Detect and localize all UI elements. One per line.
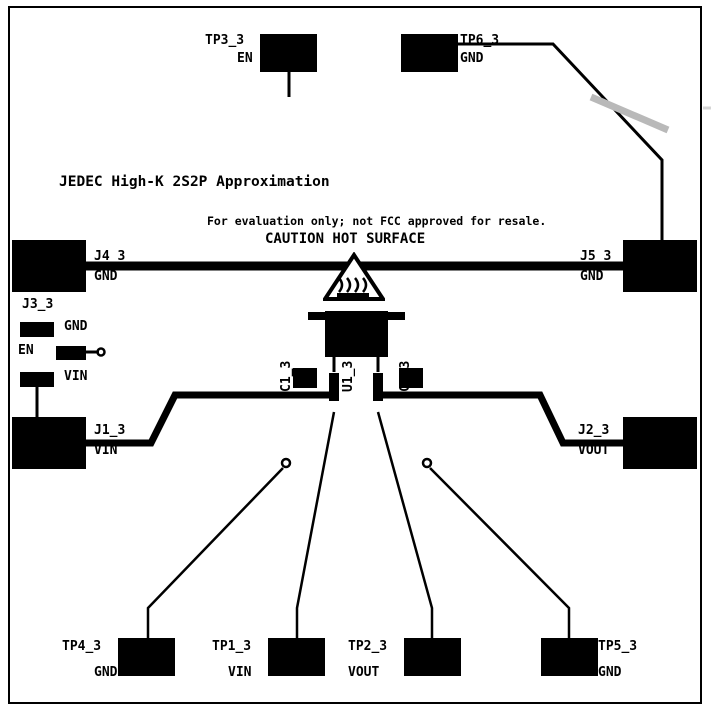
jedec-note: JEDEC High-K 2S2P Approximation xyxy=(59,174,330,190)
header-pad-vin xyxy=(20,372,54,387)
connector-pad-j1 xyxy=(12,417,86,469)
header-ref-j3: J3_3 xyxy=(22,297,54,312)
testpoint-pad-tp4 xyxy=(118,638,175,676)
header-net-gnd: GND xyxy=(64,319,88,334)
testpoint-ref-tp4: TP4_3 xyxy=(62,639,102,654)
component-ref-c1: C1_3 xyxy=(279,360,294,392)
connector-net-j4: GND xyxy=(94,269,118,284)
connector-net-j2: VOUT xyxy=(578,443,610,458)
connector-net-j5: GND xyxy=(580,269,604,284)
header-pad-gnd xyxy=(20,322,54,337)
header-net-vin: VIN xyxy=(64,369,88,384)
component-ref-c2: C2_3 xyxy=(398,360,413,392)
testpoint-ref-tp6: TP6_3 xyxy=(460,33,500,48)
testpoint-net-tp6: GND xyxy=(460,51,484,66)
testpoint-pad-tp6 xyxy=(401,34,458,72)
component-ref-u1: U1_3 xyxy=(341,360,356,392)
testpoint-net-tp5: GND xyxy=(598,665,622,680)
testpoint-net-tp4: GND xyxy=(94,665,118,680)
connector-ref-j5: J5_3 xyxy=(580,249,612,264)
testpoint-net-tp1: VIN xyxy=(228,665,252,680)
testpoint-net-tp2: VOUT xyxy=(348,665,380,680)
header-net-en: EN xyxy=(18,343,34,358)
testpoint-ref-tp3: TP3_3 xyxy=(205,33,245,48)
testpoint-net-tp3: EN xyxy=(237,51,253,66)
component-u1-cap-left xyxy=(329,373,339,401)
connector-net-j1: VIN xyxy=(94,443,118,458)
component-u1-body xyxy=(325,311,388,357)
component-u1-cap-right xyxy=(373,373,383,401)
caution-note: CAUTION HOT SURFACE xyxy=(265,231,426,247)
connector-ref-j2: J2_3 xyxy=(578,423,610,438)
connector-pad-j5 xyxy=(623,240,697,292)
testpoint-pad-tp2 xyxy=(404,638,461,676)
testpoint-pad-tp5 xyxy=(541,638,598,676)
connector-pad-j2 xyxy=(623,417,697,469)
hot-surface-icon xyxy=(323,252,385,302)
testpoint-pad-tp3 xyxy=(260,34,317,72)
testpoint-pad-tp1 xyxy=(268,638,325,676)
connector-pad-j4 xyxy=(12,240,86,292)
testpoint-ref-tp5: TP5_3 xyxy=(598,639,638,654)
evaluation-note: For evaluation only; not FCC approved for resale. xyxy=(207,214,547,228)
component-u1-pad-left xyxy=(308,312,326,320)
testpoint-ref-tp1: TP1_3 xyxy=(212,639,252,654)
component-c1-body xyxy=(293,368,317,388)
testpoint-ref-tp2: TP2_3 xyxy=(348,639,388,654)
header-pad-en xyxy=(56,346,86,360)
connector-ref-j1: J1_3 xyxy=(94,423,126,438)
connector-ref-j4: J4_3 xyxy=(94,249,126,264)
component-u1-pad-right xyxy=(387,312,405,320)
